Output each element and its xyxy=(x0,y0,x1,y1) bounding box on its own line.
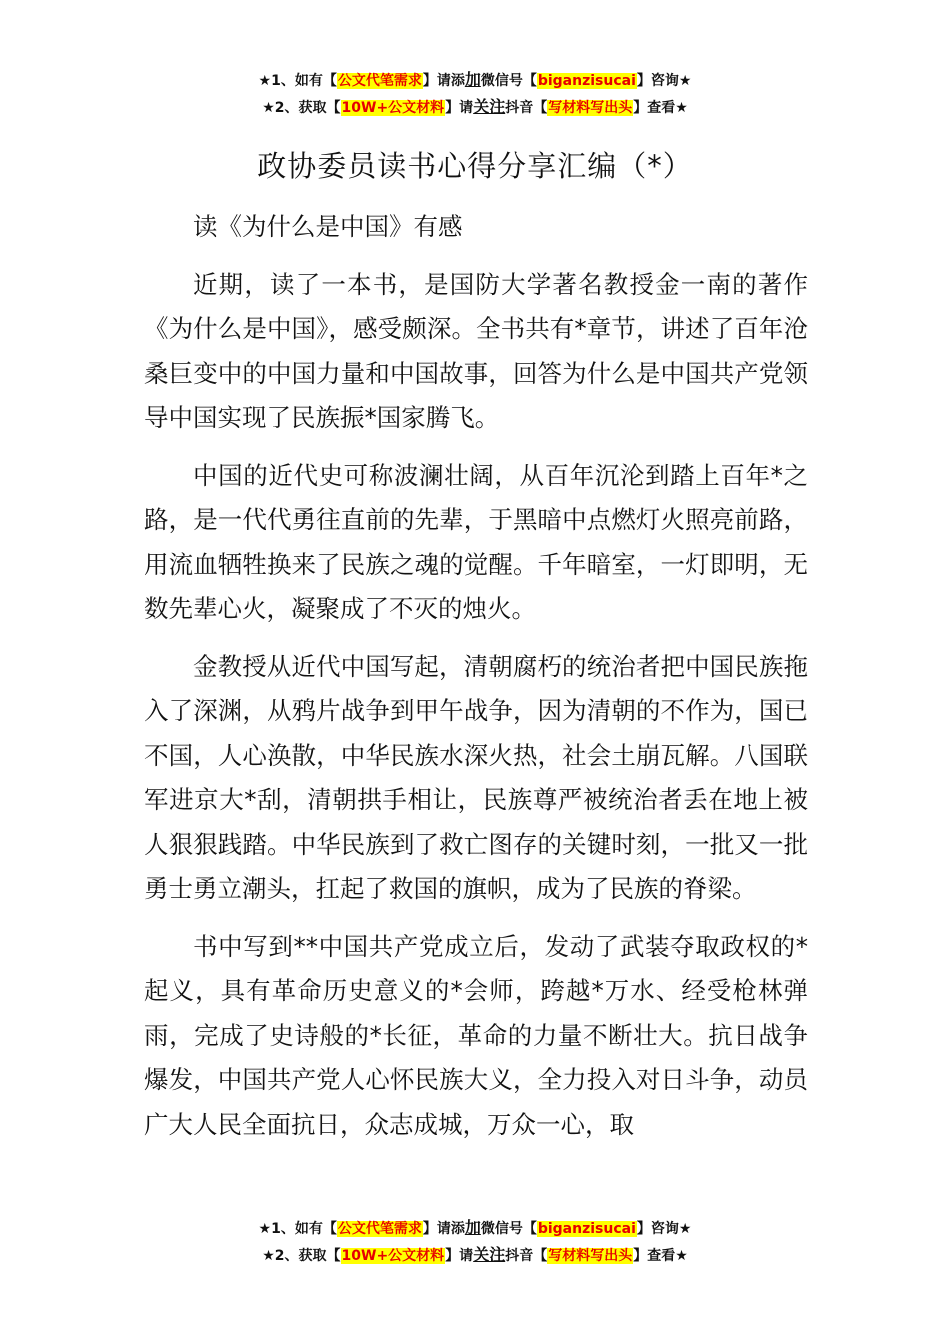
promo-text: ★1、如有【 xyxy=(258,73,337,89)
promo-highlight: 10W+公文材料 xyxy=(341,100,445,116)
promo-text: 】查看★ xyxy=(633,1248,688,1264)
promo-text: 抖音【 xyxy=(505,1248,548,1264)
promo-text: 抖音【 xyxy=(505,100,548,116)
promo-text: ★1、如有【 xyxy=(258,1221,337,1237)
promo-underlined-text: 关注 xyxy=(473,1245,506,1264)
promo-line-2 xyxy=(0,1242,950,1269)
promo-text: ★2、获取【 xyxy=(262,1248,341,1264)
promo-text: 】请添 xyxy=(422,73,465,89)
promo-line-2 xyxy=(0,94,950,121)
promo-underlined-text: 加 xyxy=(464,70,481,89)
promo-underlined-text: 关注 xyxy=(473,97,506,116)
promo-highlight: 公文代笔需求 xyxy=(337,73,422,89)
promo-douyin-name: 写材料写出头 xyxy=(548,100,633,116)
paragraph: 书中写到**中国共产党成立后，发动了武装夺取政权的*起义，具有革命历史意义的*会师，跨越*万水、经受枪林弹雨，完成了史诗般的*长征，革命的力量不断壮大。抗日战争爆发，中国共产党人心怀民族大义，全力投入对日斗争，动员广大人民全面抗日，众志成城，万众一心，取 xyxy=(144,931,808,1139)
header-promo-banner xyxy=(0,67,950,121)
promo-highlight: 10W+公文材料 xyxy=(341,1248,445,1264)
document-title: 政协委员读书心得分享汇编（*） xyxy=(257,149,693,183)
footer-promo-banner xyxy=(0,1215,950,1269)
promo-text: 】咨询★ xyxy=(636,1221,692,1237)
promo-text: 】咨询★ xyxy=(636,73,692,89)
promo-text: ★2、获取【 xyxy=(262,100,341,116)
promo-line-1 xyxy=(0,67,950,94)
promo-highlight: 公文代笔需求 xyxy=(337,1221,422,1237)
promo-text: 】请添 xyxy=(422,1221,465,1237)
paragraph: 金教授从近代中国写起，清朝腐朽的统治者把中国民族拖入了深渊，从鸦片战争到甲午战争，因为清朝的不作为，国已不国，人心涣散，中华民族水深火热，社会土崩瓦解。八国联军进京大*刮，清朝拱手相让，民族尊严被统治者丢在地上被人狠狠践踏。中华民族到了救亡图存的关键时刻，一批又一批勇士勇立潮头，扛起了救国的旗帜，成为了民族的脊梁。 xyxy=(144,651,808,903)
promo-text: 】请 xyxy=(445,100,474,116)
promo-text: 微信号【 xyxy=(480,1221,537,1237)
promo-line-1 xyxy=(0,1215,950,1242)
paragraph-subtitle: 读《为什么是中国》有感 xyxy=(193,212,463,241)
promo-text: 微信号【 xyxy=(480,73,537,89)
paragraph: 中国的近代史可称波澜壮阔，从百年沉沦到踏上百年*之路，是一代代勇往直前的先辈，于黑暗中点燃灯火照亮前路，用流血牺牲换来了民族之魂的觉醒。千年暗室，一灯即明，无数先辈心火，凝聚成了不灭的烛火。 xyxy=(144,460,808,623)
paragraph: 近期，读了一本书，是国防大学著名教授金一南的著作《为什么是中国》，感受颇深。全书共有*章节，讲述了百年沧桑巨变中的中国力量和中国故事，回答为什么是中国共产党领导中国实现了民族振*国家腾飞。 xyxy=(144,269,808,432)
promo-douyin-name: 写材料写出头 xyxy=(548,1248,633,1264)
document-body xyxy=(144,205,808,1160)
promo-underlined-text: 加 xyxy=(464,1218,481,1237)
promo-text: 】请 xyxy=(445,1248,474,1264)
promo-wechat-id: biganzisucai xyxy=(537,73,636,89)
promo-text: 】查看★ xyxy=(633,100,688,116)
promo-wechat-id: biganzisucai xyxy=(537,1221,636,1237)
